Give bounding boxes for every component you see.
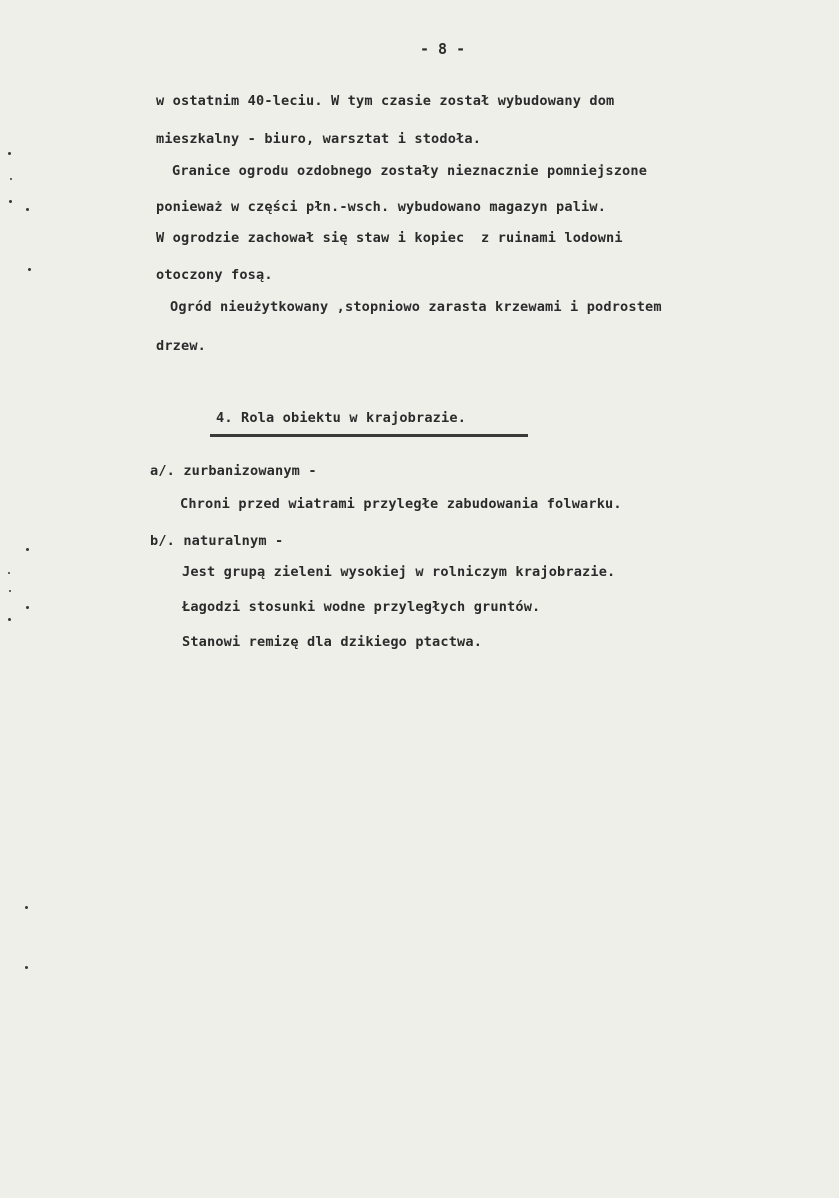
margin-speck <box>26 548 29 551</box>
margin-speck <box>26 606 29 609</box>
paragraph-line: w ostatnim 40-leciu. W tym czasie został wybudowany dom <box>156 93 615 109</box>
margin-speck <box>8 152 11 155</box>
margin-speck <box>26 208 29 211</box>
section-line: Jest grupą zieleni wysokiej w rolniczym krajobrazie. <box>182 564 616 580</box>
margin-speck <box>8 618 11 621</box>
margin-speck <box>28 268 31 271</box>
margin-speck <box>9 590 11 592</box>
paragraph-line: otoczony fosą. <box>156 267 273 283</box>
margin-speck <box>25 906 28 909</box>
paragraph-line: Granice ogrodu ozdobnego zostały nieznacznie pomniejszone <box>172 163 648 179</box>
section-heading: 4. Rola obiektu w krajobrazie. <box>216 410 467 426</box>
paragraph-line: W ogrodzie zachował się staw i kopiec z ruinami lodowni <box>156 230 623 246</box>
margin-speck <box>8 572 10 574</box>
section-line: Chroni przed wiatrami przyległe zabudowania folwarku. <box>180 496 622 512</box>
page-number: - 8 - <box>420 40 466 58</box>
paragraph-line: ponieważ w części płn.-wsch. wybudowano magazyn paliw. <box>156 199 607 215</box>
margin-speck <box>9 200 12 203</box>
section-line: Łagodzi stosunki wodne przyległych gruntów. <box>182 599 541 615</box>
paragraph-line: drzew. <box>156 338 207 354</box>
margin-speck <box>10 178 12 180</box>
heading-underline <box>210 434 528 437</box>
section-line: b/. naturalnym - <box>150 533 284 549</box>
paragraph-line: Ogród nieużytkowany ,stopniowo zarasta krzewami i podrostem <box>170 299 662 315</box>
section-line: Stanowi remizę dla dzikiego ptactwa. <box>182 634 483 650</box>
margin-speck <box>25 966 28 969</box>
section-line: a/. zurbanizowanym - <box>150 463 317 479</box>
paragraph-line: mieszkalny - biuro, warsztat i stodoła. <box>156 131 482 147</box>
